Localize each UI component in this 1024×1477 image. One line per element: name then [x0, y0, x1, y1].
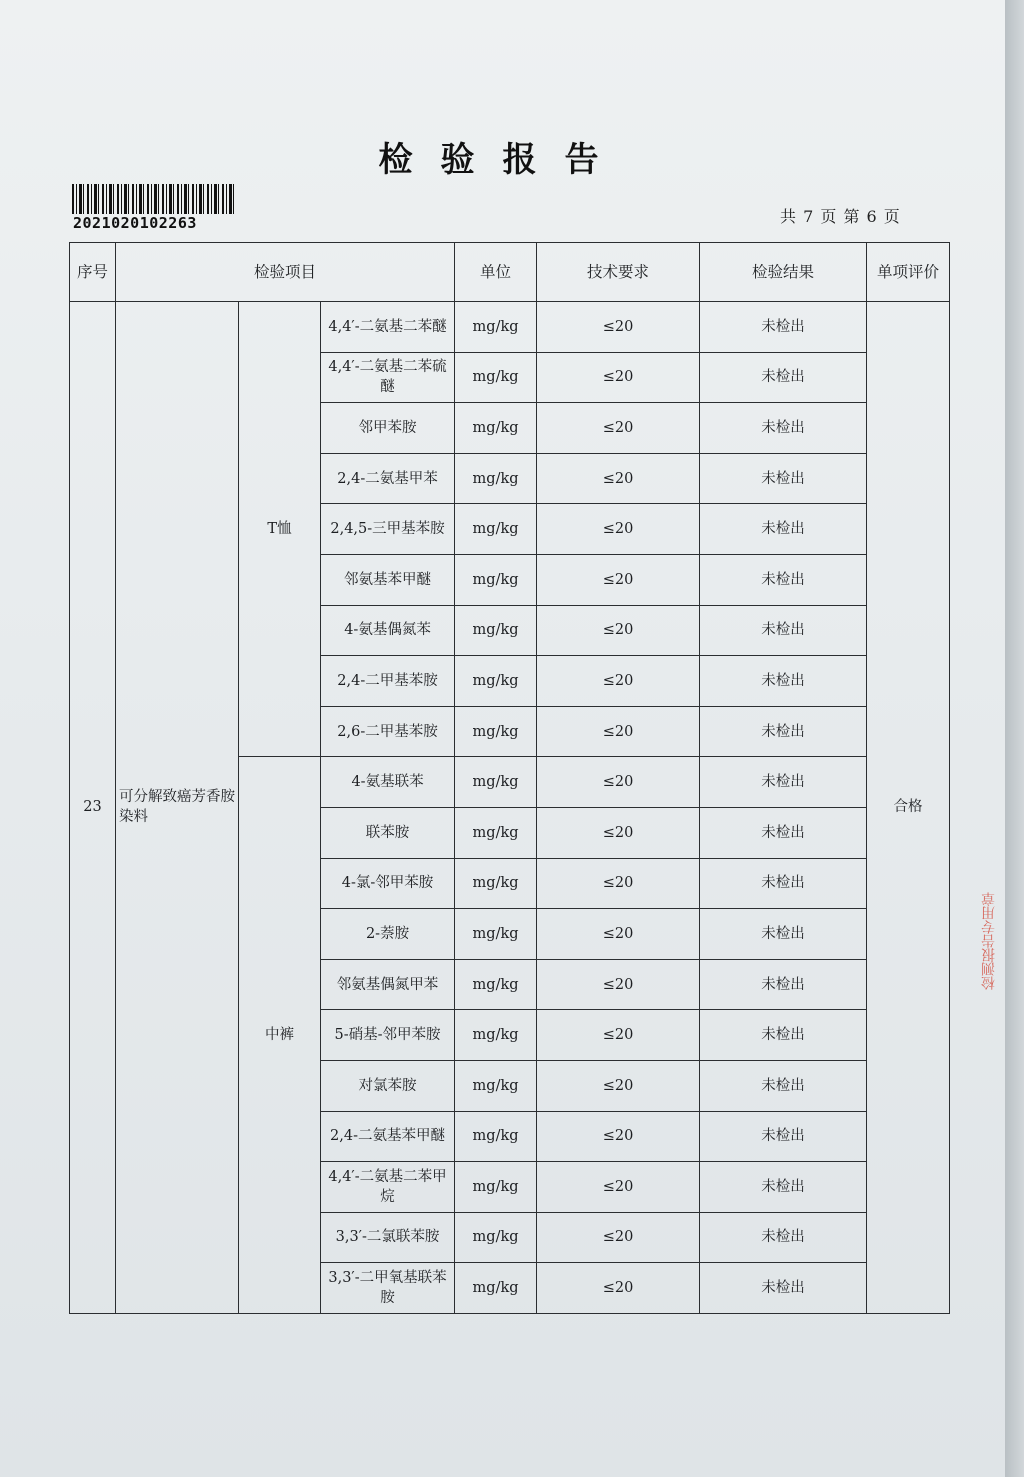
substance-cell: 邻氨基偶氮甲苯	[321, 959, 455, 1010]
unit-cell: mg/kg	[455, 1162, 537, 1213]
unit-cell: mg/kg	[455, 1111, 537, 1162]
unit-cell: mg/kg	[455, 554, 537, 605]
requirement-cell: ≤20	[537, 757, 700, 808]
result-cell: 未检出	[700, 504, 867, 555]
substance-cell: 4,4′-二氨基二苯甲烷	[321, 1162, 455, 1213]
header-evaluation: 单项评价	[867, 243, 950, 302]
substance-cell: 2,4-二氨基苯甲醚	[321, 1111, 455, 1162]
group-cell: T恤	[239, 302, 321, 757]
substance-cell: 联苯胺	[321, 807, 455, 858]
result-cell: 未检出	[700, 706, 867, 757]
requirement-cell: ≤20	[537, 807, 700, 858]
unit-cell: mg/kg	[455, 858, 537, 909]
report-title: 检验报告	[378, 140, 627, 180]
substance-cell: 4-氨基联苯	[321, 757, 455, 808]
requirement-cell: ≤20	[537, 1060, 700, 1111]
unit-cell: mg/kg	[455, 757, 537, 808]
seq-cell: 23	[70, 302, 116, 1314]
table-row	[70, 302, 950, 353]
requirement-cell: ≤20	[537, 504, 700, 555]
result-cell: 未检出	[700, 1010, 867, 1061]
unit-cell: mg/kg	[455, 453, 537, 504]
requirement-cell: ≤20	[537, 706, 700, 757]
substance-cell: 5-硝基-邻甲苯胺	[321, 1010, 455, 1061]
result-cell: 未检出	[700, 807, 867, 858]
result-cell: 未检出	[700, 302, 867, 353]
requirement-cell: ≤20	[537, 1212, 700, 1263]
unit-cell: mg/kg	[455, 959, 537, 1010]
requirement-cell: ≤20	[537, 909, 700, 960]
category-cell: 可分解致癌芳香胺染料	[116, 302, 239, 1314]
page-info: 共 7 页 第 6 页	[780, 207, 900, 226]
requirement-cell: ≤20	[537, 352, 700, 403]
requirement-cell: ≤20	[537, 605, 700, 656]
result-cell: 未检出	[700, 757, 867, 808]
result-cell: 未检出	[700, 605, 867, 656]
requirement-cell: ≤20	[537, 554, 700, 605]
unit-cell: mg/kg	[455, 807, 537, 858]
unit-cell: mg/kg	[455, 1263, 537, 1314]
header-unit: 单位	[455, 243, 537, 302]
group-cell: 中裤	[239, 757, 321, 1314]
requirement-cell: ≤20	[537, 1263, 700, 1314]
unit-cell: mg/kg	[455, 504, 537, 555]
requirement-cell: ≤20	[537, 1010, 700, 1061]
result-cell: 未检出	[700, 1263, 867, 1314]
unit-cell: mg/kg	[455, 1060, 537, 1111]
substance-cell: 4-氯-邻甲苯胺	[321, 858, 455, 909]
substance-cell: 2,4,5-三甲基苯胺	[321, 504, 455, 555]
result-cell: 未检出	[700, 1111, 867, 1162]
barcode-number: 2021020102263	[73, 214, 197, 232]
page-edge	[1005, 0, 1024, 1477]
result-cell: 未检出	[700, 858, 867, 909]
result-cell: 未检出	[700, 1162, 867, 1213]
result-cell: 未检出	[700, 1060, 867, 1111]
barcode-image	[72, 184, 234, 214]
substance-cell: 3,3′-二甲氧基联苯胺	[321, 1263, 455, 1314]
header-seq: 序号	[70, 243, 116, 302]
requirement-cell: ≤20	[537, 453, 700, 504]
substance-cell: 邻氨基苯甲醚	[321, 554, 455, 605]
evaluation-cell: 合格	[867, 302, 950, 1314]
unit-cell: mg/kg	[455, 1010, 537, 1061]
substance-cell: 3,3′-二氯联苯胺	[321, 1212, 455, 1263]
substance-cell: 4-氨基偶氮苯	[321, 605, 455, 656]
header-item: 检验项目	[116, 243, 455, 302]
unit-cell: mg/kg	[455, 1212, 537, 1263]
unit-cell: mg/kg	[455, 352, 537, 403]
requirement-cell: ≤20	[537, 302, 700, 353]
substance-cell: 4,4′-二氨基二苯醚	[321, 302, 455, 353]
result-cell: 未检出	[700, 554, 867, 605]
substance-cell: 对氯苯胺	[321, 1060, 455, 1111]
substance-cell: 2,4-二甲基苯胺	[321, 656, 455, 707]
result-cell: 未检出	[700, 656, 867, 707]
requirement-cell: ≤20	[537, 1111, 700, 1162]
unit-cell: mg/kg	[455, 605, 537, 656]
result-cell: 未检出	[700, 453, 867, 504]
requirement-cell: ≤20	[537, 656, 700, 707]
unit-cell: mg/kg	[455, 403, 537, 454]
header-row	[70, 243, 950, 302]
unit-cell: mg/kg	[455, 706, 537, 757]
requirement-cell: ≤20	[537, 1162, 700, 1213]
result-cell: 未检出	[700, 1212, 867, 1263]
requirement-cell: ≤20	[537, 959, 700, 1010]
result-cell: 未检出	[700, 352, 867, 403]
inspection-table	[69, 242, 950, 1314]
substance-cell: 2,6-二甲基苯胺	[321, 706, 455, 757]
table-body	[70, 302, 950, 1314]
header-requirement: 技术要求	[537, 243, 700, 302]
result-cell: 未检出	[700, 959, 867, 1010]
unit-cell: mg/kg	[455, 302, 537, 353]
substance-cell: 2-萘胺	[321, 909, 455, 960]
substance-cell: 邻甲苯胺	[321, 403, 455, 454]
requirement-cell: ≤20	[537, 858, 700, 909]
header-result: 检验结果	[700, 243, 867, 302]
requirement-cell: ≤20	[537, 403, 700, 454]
result-cell: 未检出	[700, 403, 867, 454]
substance-cell: 4,4′-二氨基二苯硫醚	[321, 352, 455, 403]
seal-stamp: 检测报告专用章	[981, 892, 997, 990]
substance-cell: 2,4-二氨基甲苯	[321, 453, 455, 504]
result-cell: 未检出	[700, 909, 867, 960]
unit-cell: mg/kg	[455, 656, 537, 707]
unit-cell: mg/kg	[455, 909, 537, 960]
